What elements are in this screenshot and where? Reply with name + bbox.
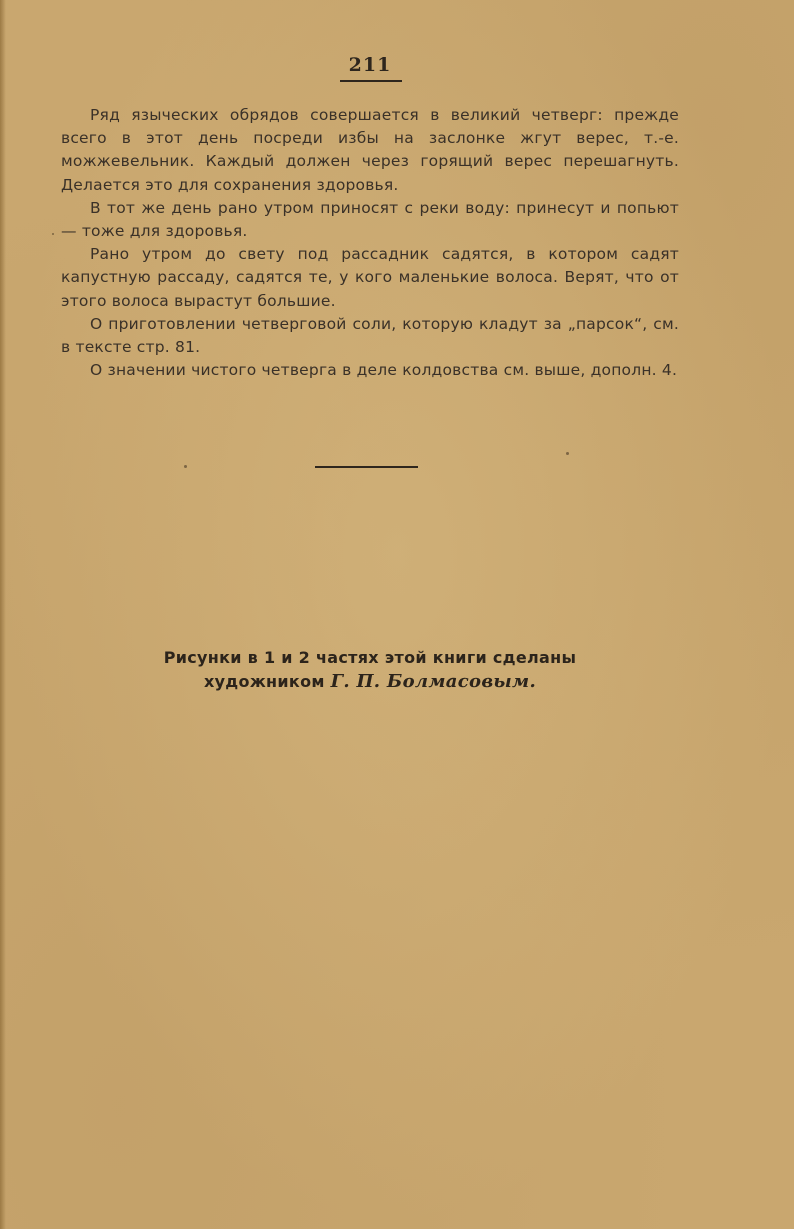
section-divider bbox=[315, 466, 418, 468]
credits-line-2 bbox=[140, 670, 600, 694]
paper-speck bbox=[566, 452, 569, 455]
paper-speck bbox=[52, 233, 54, 235]
paragraph-witchcraft: О значении чистого четверга в деле колдовства см. выше, дополн. 4. bbox=[90, 361, 678, 380]
credits-line-1: Рисунки в 1 и 2 частях этой книги сделаны bbox=[163, 648, 577, 667]
credits-artist-prefix: художником bbox=[203, 672, 325, 691]
body-text bbox=[61, 104, 679, 382]
artist-name: Г. П. Болмасовым. bbox=[330, 671, 537, 692]
paragraph-river-water: В тот же день рано утром приносят с реки воду: принесут и попьют — тоже для здоровья. bbox=[61, 198, 679, 241]
paper-speck bbox=[184, 465, 187, 468]
page-number-underline bbox=[340, 80, 402, 82]
page-number: 211 bbox=[348, 54, 392, 76]
illustration-credits bbox=[140, 646, 600, 694]
paragraph-thursday-salt: О приготовлении четверговой соли, которую кладут за „парсок“, см. в тексте стр. 81. bbox=[61, 314, 679, 357]
page-edge-shadow bbox=[0, 0, 6, 1229]
paragraph-rites: Ряд языческих обрядов совершается в великий четверг: прежде всего в этот день посреди избы на заслонке жгут верес, т.-е. можжевельник. Каждый должен через горящий верес перешагнуть. Делается это для сохранения здоровья. bbox=[61, 106, 679, 194]
paragraph-seedbed: Рано утром до свету под рассадник садятся, в котором садят капустную рассаду, садятся те, у кого маленькие волоса. Верят, что от этого волоса вырастут большие. bbox=[61, 245, 679, 310]
